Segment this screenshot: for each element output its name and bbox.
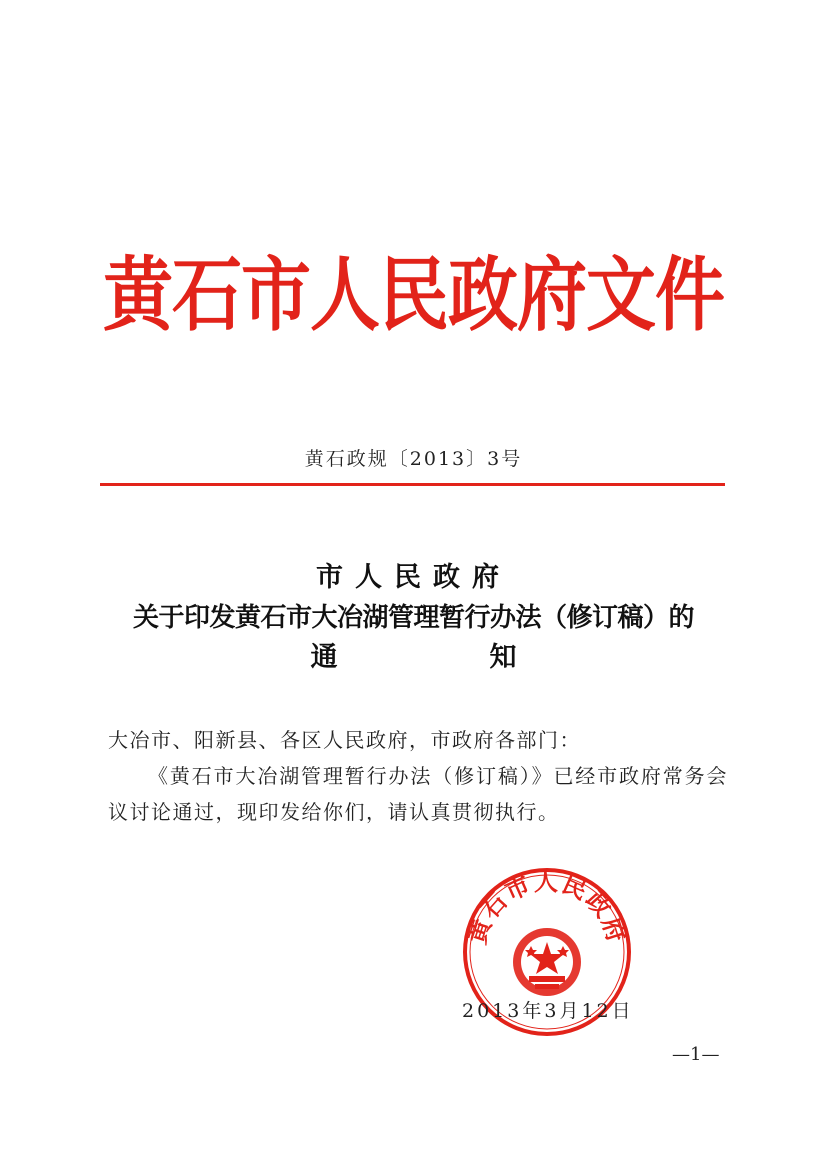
issue-date: 2013年3月12日 (462, 1000, 634, 1022)
svg-text:黄石市人民政府: 黄石市人民政府 (463, 867, 631, 948)
title-notice-word (0, 638, 827, 678)
body-paragraph: 《黄石市大冶湖管理暂行办法（修订稿）》已经市政府常务会议讨论通过，现印发给你们，请认真贯彻执行。 (108, 764, 728, 824)
page-number: —1— (672, 1044, 720, 1065)
notice-body (108, 722, 728, 830)
title-subject: 关于印发黄石市大冶湖管理暂行办法（修订稿）的 (132, 603, 694, 633)
national-emblem-icon (513, 928, 581, 996)
red-divider-line (100, 483, 725, 486)
masthead-title: 黄石市人民政府文件 (103, 248, 724, 343)
title-notice-char-2: 知 (489, 642, 517, 673)
document-number: 黄石政规〔2013〕3号 (304, 448, 523, 470)
title-notice-char-1: 通 (310, 642, 338, 673)
notice-title (0, 558, 827, 678)
addressee-line: 大冶市、阳新县、各区人民政府，市政府各部门： (108, 728, 581, 752)
title-issuer: 市人民政府 (316, 562, 511, 593)
